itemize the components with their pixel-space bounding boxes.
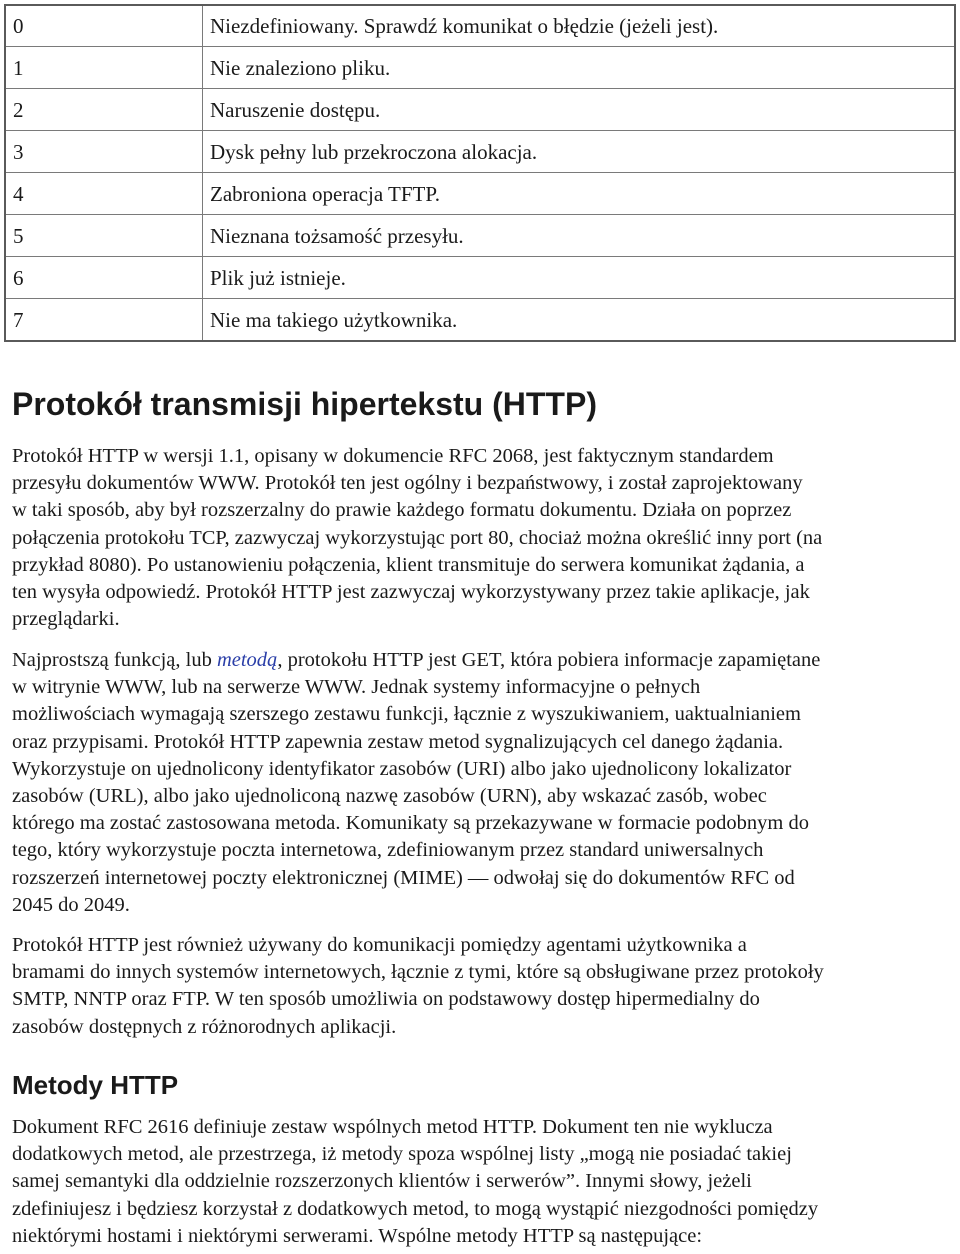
table-row [5,299,955,342]
text-line: rozszerzeń internetowej poczty elektronicznej (MIME) — odwołaj się do dokumentów RFC od [12,866,795,889]
rfc2616-paragraph [12,1114,952,1250]
error-code-cell: 5 [5,215,203,257]
text-line: ten wysyła odpowiedź. Protokół HTTP jest zazwyczaj wykorzystywany przez takie aplikacje, jak [12,581,810,604]
error-code-cell: 0 [5,5,203,47]
error-desc-cell: Plik już istnieje. [203,257,956,299]
text-line: połączenia protokołu TCP, zazwyczaj wykorzystując port 80, chociaż można określić inny port (na [12,526,823,549]
text-line: 2045 do 2049. [12,893,130,916]
text-line: niektórymi hostami i niektórymi serwerami. Wspólne metody HTTP są następujące: [12,1224,703,1247]
text-line: przykład 8080). Po ustanowieniu połączenia, klient transmituje do serwera komunikat żądania, a [12,553,805,576]
error-code-cell: 2 [5,89,203,131]
text-fragment: , protokołu HTTP jest GET, która pobiera informacje zapamiętane [277,649,821,671]
table-row [5,257,955,299]
text-line: w taki sposób, aby był rozszerzalny do prawie każdego formatu dokumentu. Działa on poprzez [12,499,792,522]
text-line: Protokół HTTP w wersji 1.1, opisany w dokumencie RFC 2068, jest faktycznym standardem [12,445,774,467]
http-section-heading: Protokół transmisji hipertekstu (HTTP) [12,386,597,422]
http-methods-heading: Metody HTTP [12,1070,179,1100]
error-desc-cell: Nie ma takiego użytkownika. [203,299,956,342]
text-line: którego ma zostać zastosowana metoda. Komunikaty są przekazywane w formacie podobnym do [12,812,809,835]
text-line: SMTP, NNTP oraz FTP. W ten sposób umożliwia on podstawowy dostęp hipermedialny do [12,988,760,1011]
text-line: w witrynie WWW, lub na serwerze WWW. Jednak systemy informacyjne o pełnych [12,676,701,699]
text-line: oraz przypisami. Protokół HTTP zapewnia zestaw metod sygnalizujących cel danego żądania. [12,730,784,753]
text-line: zasobów (URL), albo jako ujednoliconą nazwę zasobów (URN), aby wskazać zasób, wobec [12,785,767,808]
table-row [5,5,955,47]
text-line: zasobów dostępnych z różnorodnych aplikacji. [12,1015,397,1038]
text-line: zdefiniujesz i będziesz korzystał z dodatkowych metod, to mogą wystąpić niezgodności pomiędzy [12,1197,819,1220]
http-intro-paragraph [12,443,952,633]
text-line [12,647,952,674]
text-line: przeglądarki. [12,608,120,631]
text-line: możliwościach wymagają szerszego zestawu funkcji, łącznie z wyszukiwaniem, uaktualnianiem [12,703,801,726]
text-line: samej semantyki dla oddzielnie rozszerzonych klientów i serwerów”. Innymi słowy, jeżeli [12,1170,752,1193]
error-code-cell: 3 [5,131,203,173]
table-row [5,47,955,89]
text-line: dodatkowych metod, ale przestrzega, iż metody spoza wspólnej listy „mogą nie posiadać takiej [12,1143,792,1166]
table-row [5,131,955,173]
error-desc-cell: Niezdefiniowany. Sprawdź komunikat o błędzie (jeżeli jest). [203,5,956,47]
table-row [5,215,955,257]
text-line: Dokument RFC 2616 definiuje zestaw wspólnych metod HTTP. Dokument ten nie wyklucza [12,1116,773,1138]
text-line: Wykorzystuje on ujednolicony identyfikator zasobów (URI) albo jako ujednolicony lokalizator [12,757,792,780]
table-row [5,173,955,215]
text-line: przesyłu dokumentów WWW. Protokół ten jest ogólny i bezpaństwowy, i został zaprojektowany [12,472,803,495]
error-code-cell: 6 [5,257,203,299]
error-desc-cell: Nieznana tożsamość przesyłu. [203,215,956,257]
error-code-cell: 7 [5,299,203,342]
error-desc-cell: Zabroniona operacja TFTP. [203,173,956,215]
table-row [5,89,955,131]
metoda-link[interactable]: metodą [216,649,278,671]
text-line: bramami do innych systemów internetowych, łącznie z tymi, które są obsługiwane przez protokoły [12,961,824,984]
text-line: tego, który wykorzystuje poczta internetowa, zdefiniowanym przez standard uniwersalnych [12,839,764,862]
http-methods-paragraph [12,647,952,919]
error-desc-cell: Nie znaleziono pliku. [203,47,956,89]
error-desc-cell: Naruszenie dostępu. [203,89,956,131]
text-line: Protokół HTTP jest również używany do komunikacji pomiędzy agentami użytkownika a [12,934,747,956]
error-code-cell: 4 [5,173,203,215]
tftp-error-code-table [4,4,956,342]
text-fragment: Najprostszą funkcją, lub [12,649,217,671]
http-gateways-paragraph [12,932,952,1041]
error-code-cell: 1 [5,47,203,89]
error-desc-cell: Dysk pełny lub przekroczona alokacja. [203,131,956,173]
